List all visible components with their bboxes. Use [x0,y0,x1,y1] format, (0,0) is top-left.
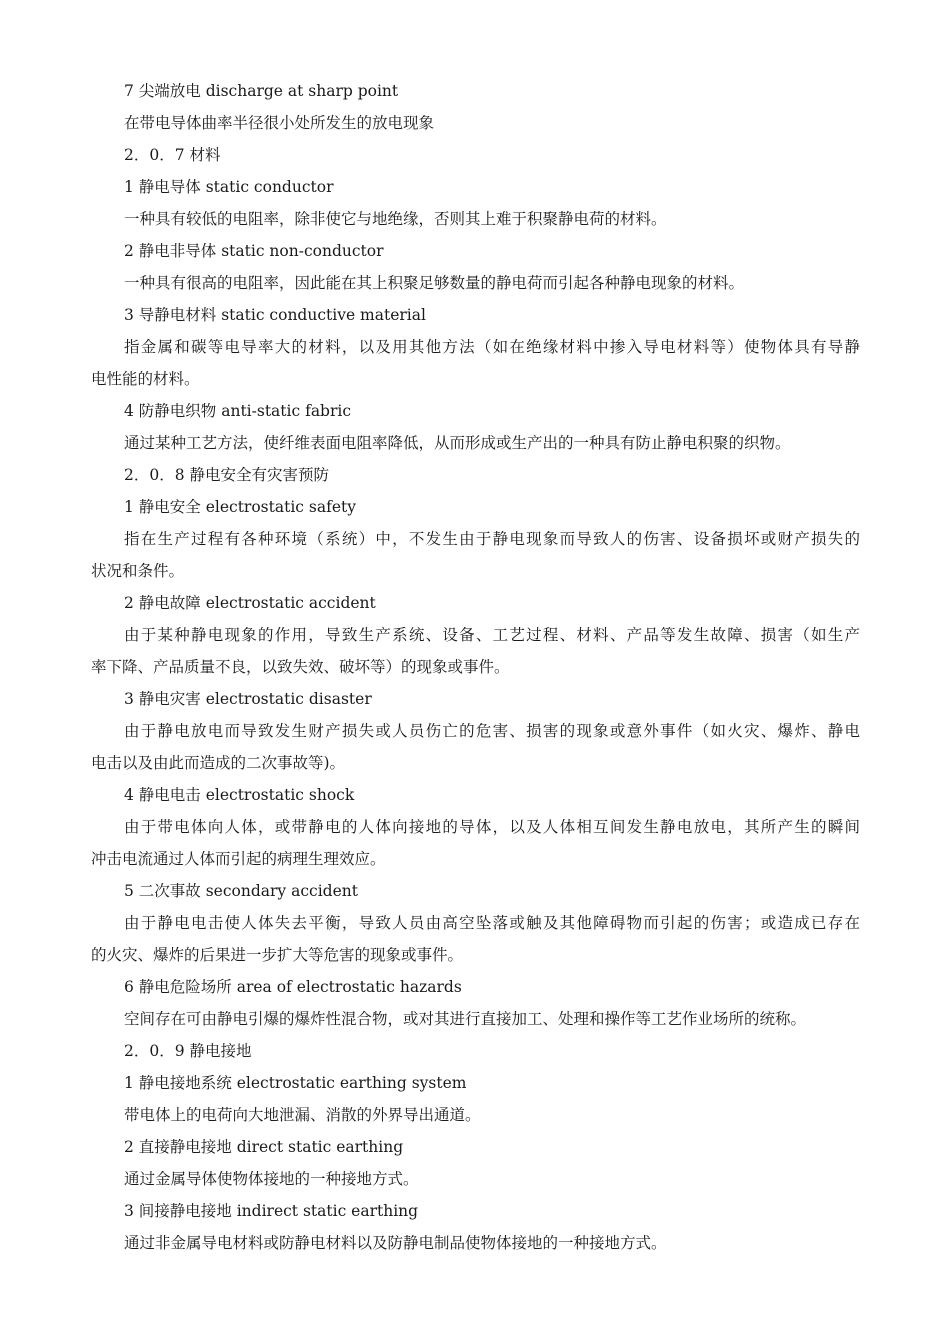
definition-text: 在带电导体曲率半径很小处所发生的放电现象 [124,114,435,132]
term-heading: 1 静电安全 electrostatic safety [124,498,356,516]
definition-continuation: 冲击电流通过人体而引起的病理生理效应。 [91,850,386,868]
definition-text: 通过金属导体使物体接地的一种接地方式。 [124,1170,419,1188]
definition-text: 一种具有较低的电阻率，除非使它与地绝缘，否则其上难于积聚静电荷的材料。 [124,210,667,228]
term-heading: 1 静电接地系统 electrostatic earthing system [124,1074,467,1092]
definition-text: 指金属和碳等电导率大的材料，以及用其他方法（如在绝缘材料中掺入导电材料等）使物体具有导静 [124,338,860,356]
term-heading: 4 静电电击 electrostatic shock [124,786,355,804]
definition-continuation: 电击以及由此而造成的二次事故等)。 [91,754,346,772]
term-heading: 2 静电非导体 static non-conductor [124,242,384,260]
document-page [0,75,950,1259]
definition-text: 指在生产过程有各种环境（系统）中，不发生由于静电现象而导致人的伤害、设备损坏或财产损失的 [124,530,860,548]
definition-text: 一种具有很高的电阻率，因此能在其上积聚足够数量的静电荷而引起各种静电现象的材料。 [124,274,745,292]
term-heading: 5 二次事故 secondary accident [124,882,358,900]
definition-text: 通过非金属导电材料或防静电材料以及防静电制品使物体接地的一种接地方式。 [124,1234,667,1252]
term-heading: 7 尖端放电 discharge at sharp point [124,82,399,100]
definition-continuation: 状况和条件。 [91,562,185,580]
term-heading: 3 静电灾害 electrostatic disaster [124,690,372,708]
term-heading: 4 防静电织物 anti-static fabric [124,402,352,420]
definition-text: 由于静电电击使人体失去平衡，导致人员由高空坠落或触及其他障碍物而引起的伤害；或造成已存在 [124,914,860,932]
term-heading: 3 导静电材料 static conductive material [124,306,426,324]
section-heading: 2．0．7 材料 [124,146,221,164]
term-heading: 1 静电导体 static conductor [124,178,334,196]
term-heading: 6 静电危险场所 area of electrostatic hazards [124,978,462,996]
section-heading: 2．0．8 静电安全有灾害预防 [124,466,330,484]
definition-continuation: 的火灾、爆炸的后果进一步扩大等危害的现象或事件。 [91,946,464,964]
definition-text: 由于带电体向人体，或带静电的人体向接地的导体，以及人体相互间发生静电放电，其所产生的瞬间 [124,818,860,836]
term-heading: 2 直接静电接地 direct static earthing [124,1138,404,1156]
term-heading: 2 静电故障 electrostatic accident [124,594,376,612]
definition-text: 由于静电放电而导致发生财产损失或人员伤亡的危害、损害的现象或意外事件（如火灾、爆炸、静电 [124,722,860,740]
section-heading: 2．0．9 静电接地 [124,1042,252,1060]
definition-text: 通过某种工艺方法，使纤维表面电阻率降低，从而形成或生产出的一种具有防止静电积聚的织物。 [124,434,791,452]
definition-continuation: 率下降、产品质量不良，以致失效、破坏等）的现象或事件。 [91,658,510,676]
definition-text: 由于某种静电现象的作用，导致生产系统、设备、工艺过程、材料、产品等发生故障、损害（如生产 [124,626,860,644]
definition-continuation: 电性能的材料。 [91,370,200,388]
definition-text: 带电体上的电荷向大地泄漏、消散的外界导出通道。 [124,1106,481,1124]
definition-text: 空间存在可由静电引爆的爆炸性混合物，或对其进行直接加工、处理和操作等工艺作业场所的统称。 [124,1010,807,1028]
term-heading: 3 间接静电接地 indirect static earthing [124,1202,419,1220]
